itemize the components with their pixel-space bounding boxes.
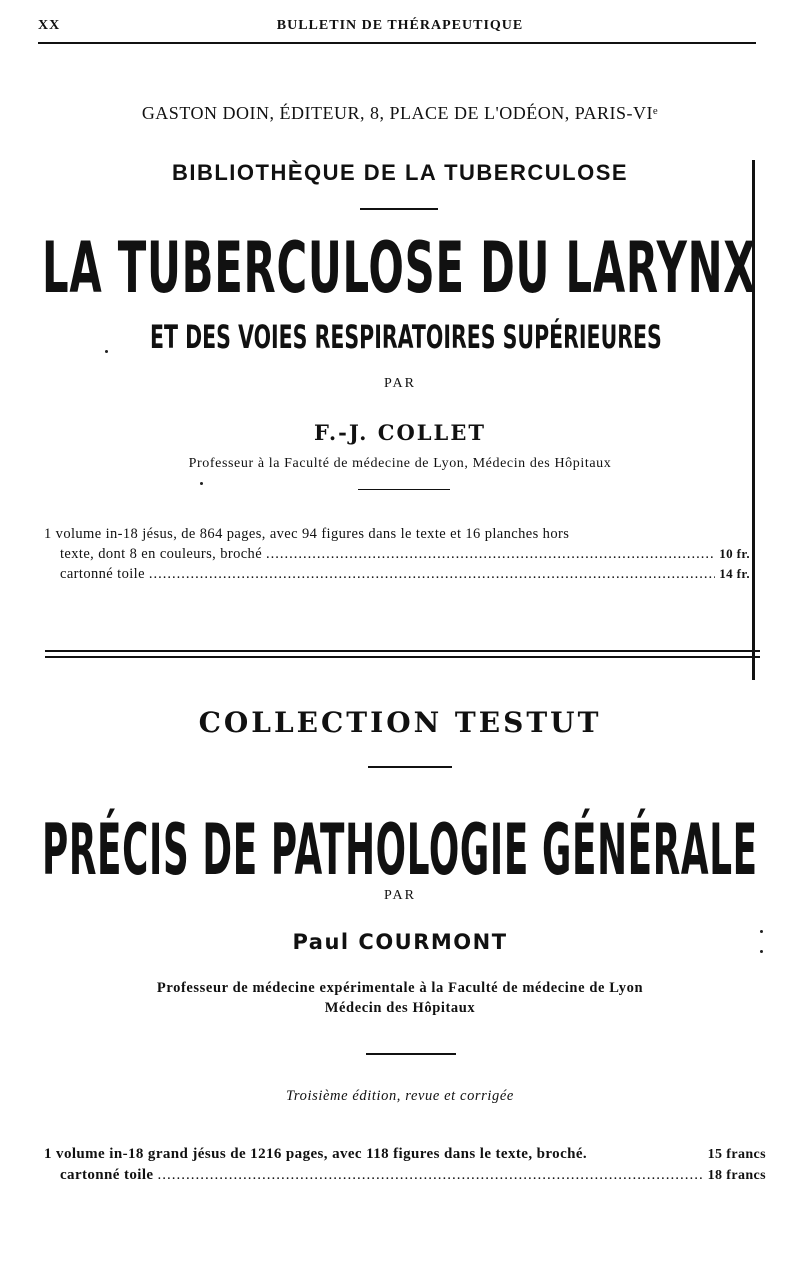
price-line-broche xyxy=(60,546,750,563)
section-double-rule xyxy=(45,650,760,658)
price-line-broche-2 xyxy=(44,1146,766,1163)
speck xyxy=(200,482,203,485)
edition-note: Troisième édition, revue et corrigée xyxy=(286,1088,514,1104)
page-number: XX xyxy=(38,18,61,33)
speck xyxy=(760,950,763,953)
author-collet: F.-J. COLLET xyxy=(314,420,486,445)
volume-description-1: 1 volume in-18 jésus, de 864 pages, avec 94 figures dans le texte et 16 planches hors xyxy=(44,526,570,542)
price-line-label: cartonné toile xyxy=(60,1167,154,1183)
dot-leader xyxy=(149,566,715,583)
price-line-label: cartonné toile xyxy=(60,566,145,582)
separator-rule xyxy=(366,1053,456,1055)
affiliation-collet: Professeur à la Faculté de médecine de Lyon, Médecin des Hôpitaux xyxy=(188,456,612,471)
price-line-label: texte, dont 8 en couleurs, broché xyxy=(60,546,263,562)
price-line-cartonne xyxy=(60,566,750,583)
ornament-rule xyxy=(360,208,438,210)
book-title-pathologie: PRÉCIS DE PATHOLOGIE GÉNÉRALE xyxy=(42,810,758,892)
speck xyxy=(760,930,763,933)
book-title-larynx: LA TUBERCULOSE DU LARYNX xyxy=(42,228,757,310)
collection-name: COLLECTION TESTUT xyxy=(198,706,602,739)
by-label-2: PAR xyxy=(384,888,416,903)
series-name: BIBLIOTHÈQUE DE LA TUBERCULOSE xyxy=(171,160,629,185)
speck xyxy=(105,350,108,353)
book-subtitle: ET DES VOIES RESPIRATOIRES SUPÉRIEURES xyxy=(150,318,662,356)
dot-leader xyxy=(266,546,715,563)
price-value: 18 francs xyxy=(707,1168,766,1183)
affiliation-courmont-2: Médecin des Hôpitaux xyxy=(324,1000,476,1016)
price-value: 10 fr. xyxy=(719,546,750,561)
running-title: BULLETIN DE THÉRAPEUTIQUE xyxy=(276,18,524,33)
price-line-cartonne-2 xyxy=(60,1167,766,1184)
price-value: 15 francs xyxy=(707,1147,766,1162)
dot-leader xyxy=(158,1167,704,1184)
separator-rule xyxy=(358,489,450,490)
by-label-1: PAR xyxy=(384,376,416,391)
author-courmont: Paul COURMONT xyxy=(292,930,508,954)
header-rule xyxy=(38,42,756,44)
publisher-line: GASTON DOIN, ÉDITEUR, 8, PLACE DE L'ODÉON, PARIS-VIᵉ xyxy=(141,103,659,123)
ornament-rule xyxy=(368,766,452,768)
price-line-label: 1 volume in-18 grand jésus de 1216 pages, avec 118 figures dans le texte, broché. xyxy=(44,1146,588,1162)
price-value: 14 fr. xyxy=(719,566,750,581)
affiliation-courmont-1: Professeur de médecine expérimentale à la Faculté de médecine de Lyon xyxy=(156,980,644,996)
